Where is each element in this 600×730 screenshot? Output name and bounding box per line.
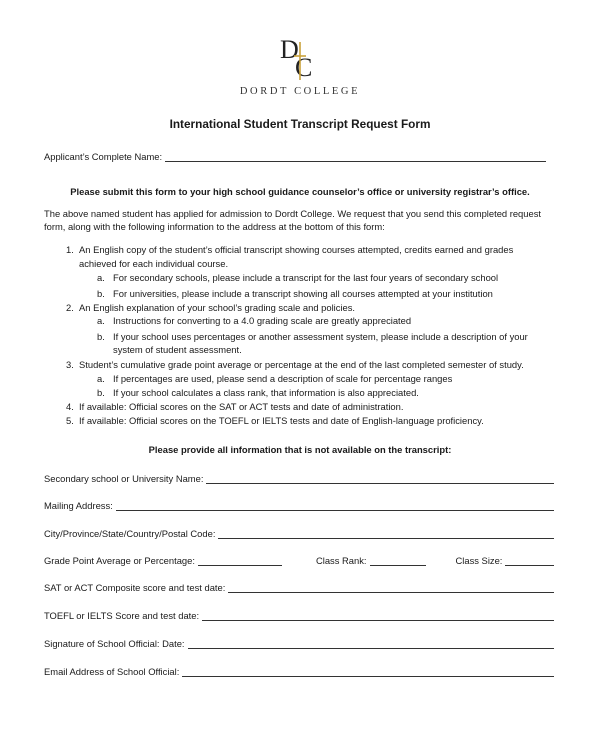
mailing-address-label: Mailing Address: <box>44 500 113 511</box>
applicant-name-row <box>44 148 554 162</box>
list-number: 2. <box>66 302 74 313</box>
list-item-2: An English explanation of your school’s grading scale and policies. <box>79 302 356 313</box>
sub-letter: b. <box>97 387 105 398</box>
list-item-3: Student’s cumulative grade point average or percentage at the end of the last completed semester of study. <box>79 359 524 370</box>
list-number: 1. <box>66 244 74 255</box>
city-label: City/Province/State/Country/Postal Code: <box>44 528 216 539</box>
sub-letter: a. <box>97 373 105 384</box>
list-item-1a: For secondary schools, please include a transcript for the last four years of secondary school <box>113 272 499 283</box>
list-item-3b: If your school calculates a class rank, that information is also appreciated. <box>113 387 419 398</box>
submit-instruction: Please submit this form to your high school guidance counselor’s office or university registrar’s office. <box>70 186 530 197</box>
list-number: 5. <box>66 415 74 426</box>
signature-label: Signature of School Official: Date: <box>44 638 185 649</box>
list-item-5: If available: Official scores on the TOEFL or IELTS tests and date of English-language proficiency. <box>79 415 484 426</box>
intro-line-2: form, along with the following information to the address at the bottom of this form: <box>44 221 385 232</box>
form-title: International Student Transcript Request Form <box>169 117 431 131</box>
svg-text:D: D <box>280 35 299 64</box>
gpa-label: Grade Point Average or Percentage: <box>44 555 195 566</box>
class-size-label: Class Size: <box>455 555 503 566</box>
college-logo <box>0 34 600 82</box>
sub-letter: a. <box>97 315 105 326</box>
applicant-name-label: Applicant’s Complete Name: <box>44 151 163 162</box>
mailing-address-row <box>44 497 554 511</box>
sat-label: SAT or ACT Composite score and test date: <box>44 582 226 593</box>
list-number: 3. <box>66 359 74 370</box>
sub-letter: a. <box>97 272 105 283</box>
list-item-4: If available: Official scores on the SAT or ACT tests and date of administration. <box>79 401 404 412</box>
list-item-1-cont: achieved for each individual course. <box>79 258 229 269</box>
class-size-field[interactable] <box>505 556 554 566</box>
toefl-label: TOEFL or IELTS Score and test date: <box>44 610 200 621</box>
signature-field[interactable] <box>188 639 554 649</box>
email-label: Email Address of School Official: <box>44 666 180 677</box>
college-name: DORDT COLLEGE <box>239 86 361 97</box>
sub-letter: b. <box>97 288 105 299</box>
section-heading: Please provide all information that is not available on the transcript: <box>148 444 452 455</box>
email-field[interactable] <box>182 667 554 677</box>
school-name-label: Secondary school or University Name: <box>44 473 204 484</box>
class-rank-label: Class Rank: <box>315 555 367 566</box>
school-name-row <box>44 470 554 484</box>
list-item-3a: If percentages are used, please send a description of scale for percentage ranges <box>113 373 453 384</box>
city-row <box>44 525 554 539</box>
list-item-2b-cont: system of student assessment. <box>113 344 242 355</box>
applicant-name-field[interactable] <box>165 152 546 162</box>
list-item-1: An English copy of the student’s official transcript showing courses attempted, credits earned and grades <box>79 244 514 255</box>
list-item-1b: For universities, please include a transcript showing all courses attempted at your institution <box>113 288 493 299</box>
list-item-2b: If your school uses percentages or another assessment system, please include a description of your <box>113 331 528 342</box>
list-number: 4. <box>66 401 74 412</box>
toefl-row <box>44 607 554 621</box>
dc-monogram-icon <box>278 34 322 82</box>
toefl-field[interactable] <box>202 611 554 621</box>
gpa-row <box>44 552 554 566</box>
sub-letter: b. <box>97 331 105 342</box>
school-name-field[interactable] <box>206 474 554 484</box>
gpa-field[interactable] <box>198 556 282 566</box>
email-row <box>44 663 554 677</box>
sat-field[interactable] <box>228 583 554 593</box>
list-item-2a: Instructions for converting to a 4.0 grading scale are greatly appreciated <box>113 315 412 326</box>
signature-row <box>44 635 554 649</box>
mailing-address-field[interactable] <box>116 501 554 511</box>
class-rank-field[interactable] <box>370 556 426 566</box>
city-field[interactable] <box>218 529 554 539</box>
svg-text:C: C <box>295 53 313 82</box>
sat-row <box>44 579 554 593</box>
intro-line-1: The above named student has applied for admission to Dordt College. We request that you send this completed request <box>44 208 541 219</box>
